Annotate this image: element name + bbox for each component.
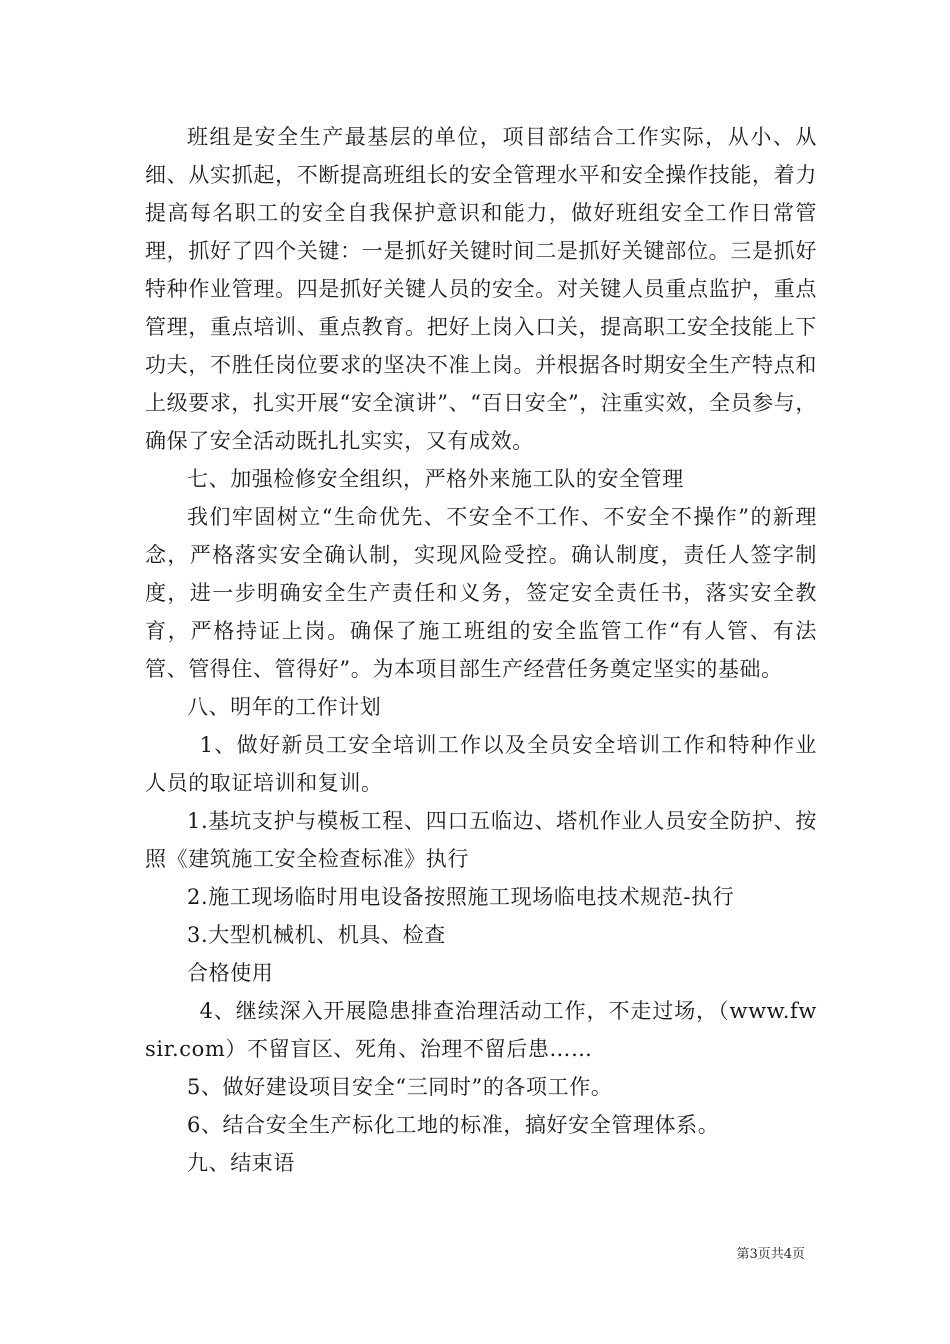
heading-section-seven: 七、加强检修安全组织，严格外来施工队的安全管理 xyxy=(187,467,684,491)
plan-subitem-3: 3.大型机械机、机具、检查 xyxy=(187,923,446,947)
page-number-footer xyxy=(736,1246,805,1264)
plan-item-4: 4、继续深入开展隐患排查治理活动工作，不走过场，（www.fwsir.com）不留盲区、死角、治理不留后患…… xyxy=(145,999,817,1061)
plan-item-1: 1、做好新员工安全培训工作以及全员安全培训工作和特种作业人员的取证培训和复训。 xyxy=(145,733,817,795)
paragraph-safety-concept: 我们牢固树立“生命优先、不安全不工作、不安全不操作”的新理念，严格落实安全确认制，实现风险受控。确认制度，责任人签字制度，进一步明确安全生产责任和义务，签定安全责任书，落实安全教育，严格持证上岗。确保了施工班组的安全监管工作“有人管、有法管、管得住、管得好”。为本项目部生产经营任务奠定坚实的基础。 xyxy=(145,505,817,681)
heading-section-nine: 九、结束语 xyxy=(187,1151,295,1175)
plan-item-5: 5、做好建设项目安全“三同时”的各项工作。 xyxy=(187,1075,613,1099)
plan-item-6: 6、结合安全生产标化工地的标准，搞好安全管理体系。 xyxy=(187,1113,720,1137)
page-number-label: 第3页共4页 xyxy=(736,1247,805,1262)
plan-subitem-2: 2.施工现场临时用电设备按照施工现场临电技术规范-执行 xyxy=(187,885,735,909)
paragraph-team-safety: 班组是安全生产最基层的单位，项目部结合工作实际，从小、从细、从实抓起，不断提高班组长的安全管理水平和安全操作技能，着力提高每名职工的安全自我保护意识和能力，做好班组安全工作日常管理，抓好了四个关键：一是抓好关键时间二是抓好关键部位。三是抓好特种作业管理。四是抓好关键人员的安全。对关键人员重点监护，重点管理，重点培训、重点教育。把好上岗入口关，提高职工安全技能上下功夫，不胜任岗位要求的坚决不准上岗。并根据各时期安全生产特点和上级要求，扎实开展“安全演讲”、“百日安全”，注重实效，全员参与，确保了安全活动既扎扎实实，又有成效。 xyxy=(145,125,817,453)
plan-subitem-3-continued: 合格使用 xyxy=(187,961,274,985)
plan-subitem-1: 1.基坑支护与模板工程、四口五临边、塔机作业人员安全防护、按照《建筑施工安全检查标准》执行 xyxy=(145,809,817,871)
heading-section-eight: 八、明年的工作计划 xyxy=(187,695,382,719)
document-body xyxy=(145,118,817,1182)
